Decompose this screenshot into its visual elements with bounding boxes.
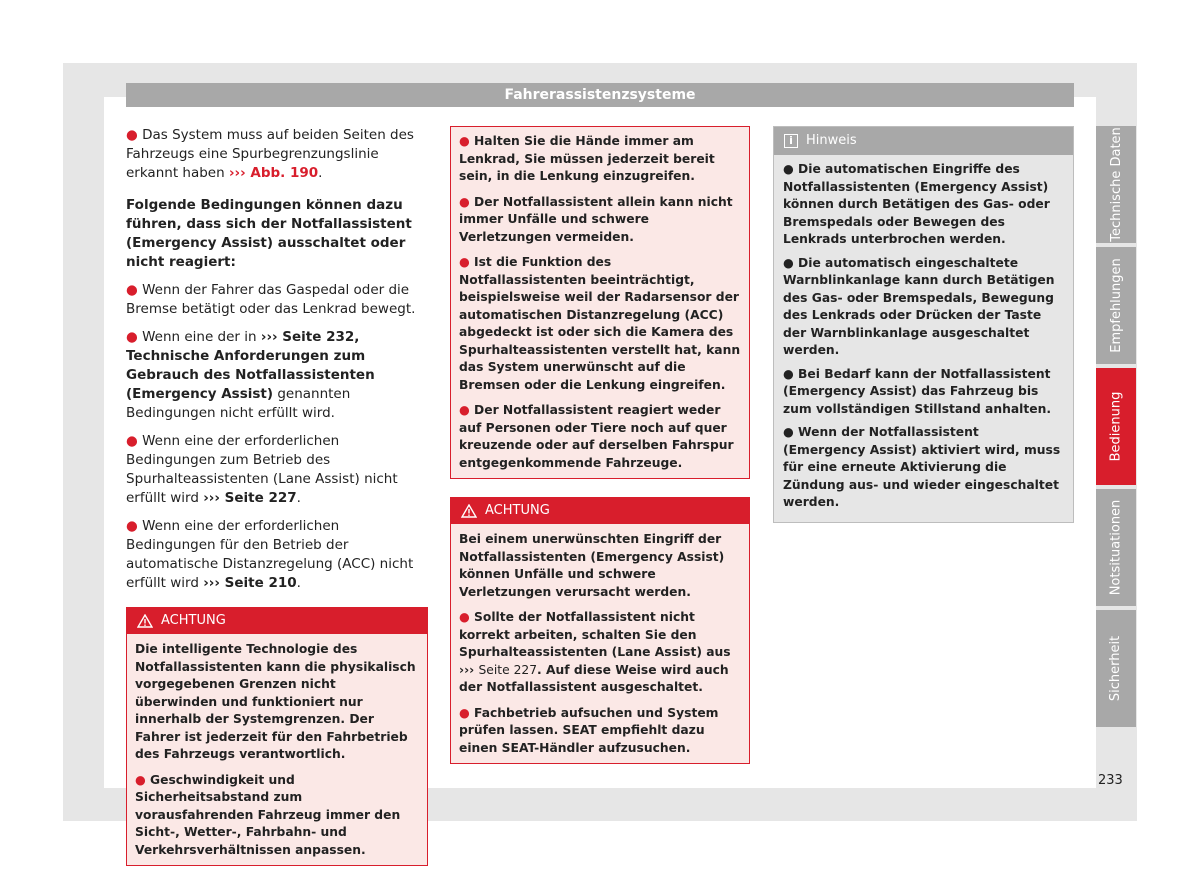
bullet-icon: ●: [459, 194, 470, 209]
note-body: [774, 155, 1073, 522]
list-item: ● Sollte der Notfallassistent nicht korrekt arbeiten, schalten Sie den Spurhalteassistenten (Lane Assist) aus ››› Seite 227. Auf diese Weise wird auch der Notfallassistent ausgeschaltet.: [459, 610, 731, 694]
tab-empfehlungen[interactable]: Empfehlungen: [1096, 247, 1136, 364]
column-3: [773, 126, 1074, 523]
paragraph-system-requirement: ● Das System muss auf beiden Seiten des Fahrzeugs eine Spurbegrenzungslinie erkannt haben ››› Abb. 190.: [126, 127, 414, 181]
link-abb-190[interactable]: ››› Abb. 190: [228, 165, 319, 181]
bullet-icon: ●: [459, 705, 470, 720]
list-item: ● Der Notfallassistent reagiert weder auf Personen oder Tiere noch auf quer kreuzende oder auf derselben Fahrspur entgegenkommende Fahrzeuge.: [459, 403, 734, 470]
bullet-icon: ●: [135, 772, 146, 787]
link-seite-210[interactable]: ››› Seite 210: [203, 575, 297, 591]
list-item: ● Wenn eine der in ››› Seite 232, Technische Anforderungen zum Gebrauch des Notfallassistenten (Emergency Assist) genannten Bedingungen nicht erfüllt wird.: [126, 329, 375, 421]
link-seite-232[interactable]: ››› Seite 232, Technische Anforderungen zum Gebrauch des Notfallassistenten (Emergency Assist): [126, 329, 375, 402]
bullet-icon: ●: [126, 518, 138, 534]
warning-triangle-icon: [137, 614, 153, 628]
list-item: ● Wenn eine der erforderlichen Bedingungen für den Betrieb der automatische Distanzregelung (ACC) nicht erfüllt wird ››› Seite 210.: [126, 518, 414, 591]
info-icon: i: [784, 134, 798, 148]
list-item: ● Die automatischen Eingriffe des Notfallassistenten (Emergency Assist) können durch Betätigen des Gas- oder Bremspedals oder Bewegen des Lenkrads unterbrochen werden.: [783, 162, 1050, 246]
list-item: ● Fachbetrieb aufsuchen und System prüfen lassen. SEAT empfiehlt dazu einen SEAT-Händler aufzusuchen.: [459, 705, 719, 755]
tab-bedienung[interactable]: Bedienung: [1096, 368, 1136, 485]
bullet-icon: ●: [783, 255, 794, 270]
bullet-icon: ●: [126, 127, 138, 143]
warning-box-2: [450, 497, 750, 764]
section-header: Fahrerassistenzsysteme: [126, 83, 1074, 107]
tab-sicherheit[interactable]: Sicherheit: [1096, 610, 1136, 727]
list-item: ● Halten Sie die Hände immer am Lenkrad, Sie müssen jederzeit bereit sein, in die Lenkung einzugreifen.: [459, 134, 715, 183]
warning-body: Bei einem unerwünschten Eingriff der Notfallassistenten (Emergency Assist) können Unfälle und schwere Verletzungen verursacht werden. ● Sollte der Notfallassistent nicht korrekt arbeiten, schalten Sie den Spurhalteassistenten (Lane Assist) aus ››› Seite 227. Auf diese Weise wird auch der Notfallassistent ausgeschaltet. ● Fachbetrieb aufsuchen und System prüfen lassen. SEAT empfiehlt dazu einen SEAT-Händler aufzusuchen.: [451, 524, 749, 763]
list-item: ● Geschwindigkeit und Sicherheitsabstand zum vorausfahrenden Fahrzeug immer den Sicht-, Wetter-, Fahrbahn- und Verkehrsverhältnissen anpassen.: [135, 772, 401, 857]
list-item: ● Ist die Funktion des Notfallassistenten beeinträchtigt, beispielsweise weil der Radarsensor der automatischen Distanzregelung (ACC) abgedeckt ist oder sich die Kamera des Spurhalteassistenten verstellt hat, kann das System unerwünscht auf die Bremsen oder die Lenkung eingreifen.: [459, 255, 741, 392]
column-2: [450, 126, 750, 764]
page-number: 233: [1098, 773, 1123, 788]
bullet-icon: ●: [126, 329, 138, 345]
warning-header: ACHTUNG: [451, 498, 749, 524]
bullet-icon: ●: [783, 425, 794, 439]
bullet-icon: ●: [459, 610, 470, 624]
list-item: ● Wenn der Fahrer das Gaspedal oder die Bremse betätigt oder das Lenkrad bewegt.: [126, 282, 416, 317]
warning-body: Die intelligente Technologie des Notfallassistenten kann die physikalisch vorgegebenen Grenzen nicht überwinden und funktioniert nur innerhalb der Systemgrenzen. Der Fahrer ist jederzeit für den Fahrbetrieb des Fahrzeugs verantwortlich. ● Geschwindigkeit und Sicherheitsabstand zum vorausfahrenden Fahrzeug immer den Sicht-, Wetter-, Fahrbahn- und Verkehrsverhältnissen anpassen.: [127, 634, 427, 865]
note-box: [773, 126, 1074, 523]
bullet-icon: ●: [459, 255, 470, 269]
tab-notsituationen[interactable]: Notsituationen: [1096, 489, 1136, 606]
list-item: ● Bei Bedarf kann der Notfallassistent (Emergency Assist) das Fahrzeug bis zum vollständigen Stillstand anhalten.: [783, 366, 1052, 416]
bullet-icon: ●: [126, 433, 138, 449]
warning-box-1: [126, 607, 428, 866]
bullet-icon: ●: [783, 162, 794, 176]
list-item: ● Wenn eine der erforderlichen Bedingungen zum Betrieb des Spurhalteassistenten (Lane Assist) nicht erfüllt wird ››› Seite 227.: [126, 433, 398, 506]
bullet-icon: ●: [783, 366, 794, 381]
warning-box-continued: [450, 126, 750, 479]
tab-technische-daten[interactable]: Technische Daten: [1096, 126, 1136, 243]
bullet-icon: ●: [459, 403, 470, 417]
column-1: [126, 126, 428, 866]
warning-triangle-icon: [461, 504, 477, 518]
warning-body: [451, 127, 749, 478]
link-seite-227[interactable]: ››› Seite 227: [203, 490, 297, 506]
note-header: i Hinweis: [774, 127, 1073, 155]
bullet-icon: ●: [126, 282, 138, 298]
warning-header: ACHTUNG: [127, 608, 427, 634]
list-item: ● Die automatisch eingeschaltete Warnblinkanlage kann durch Betätigen des Gas- oder Bremspedals, Bewegung des Lenkrads oder Drücken der Taste der Warnblinkanlage ausgeschaltet werden.: [783, 255, 1055, 357]
list-item: ● Der Notfallassistent allein kann nicht immer Unfälle und schwere Verletzungen vermeiden.: [459, 194, 733, 244]
conditions-heading: Folgende Bedingungen können dazu führen, dass sich der Notfallassistent (Emergency Assist) ausschaltet oder nicht reagiert:: [126, 197, 412, 270]
list-item: ● Wenn der Notfallassistent (Emergency Assist) aktiviert wird, muss für eine erneute Aktivierung die Zündung aus- und wieder eingeschaltet werden.: [783, 425, 1061, 509]
link-seite-227[interactable]: ››› Seite 227: [459, 662, 538, 677]
bullet-icon: ●: [459, 134, 470, 148]
